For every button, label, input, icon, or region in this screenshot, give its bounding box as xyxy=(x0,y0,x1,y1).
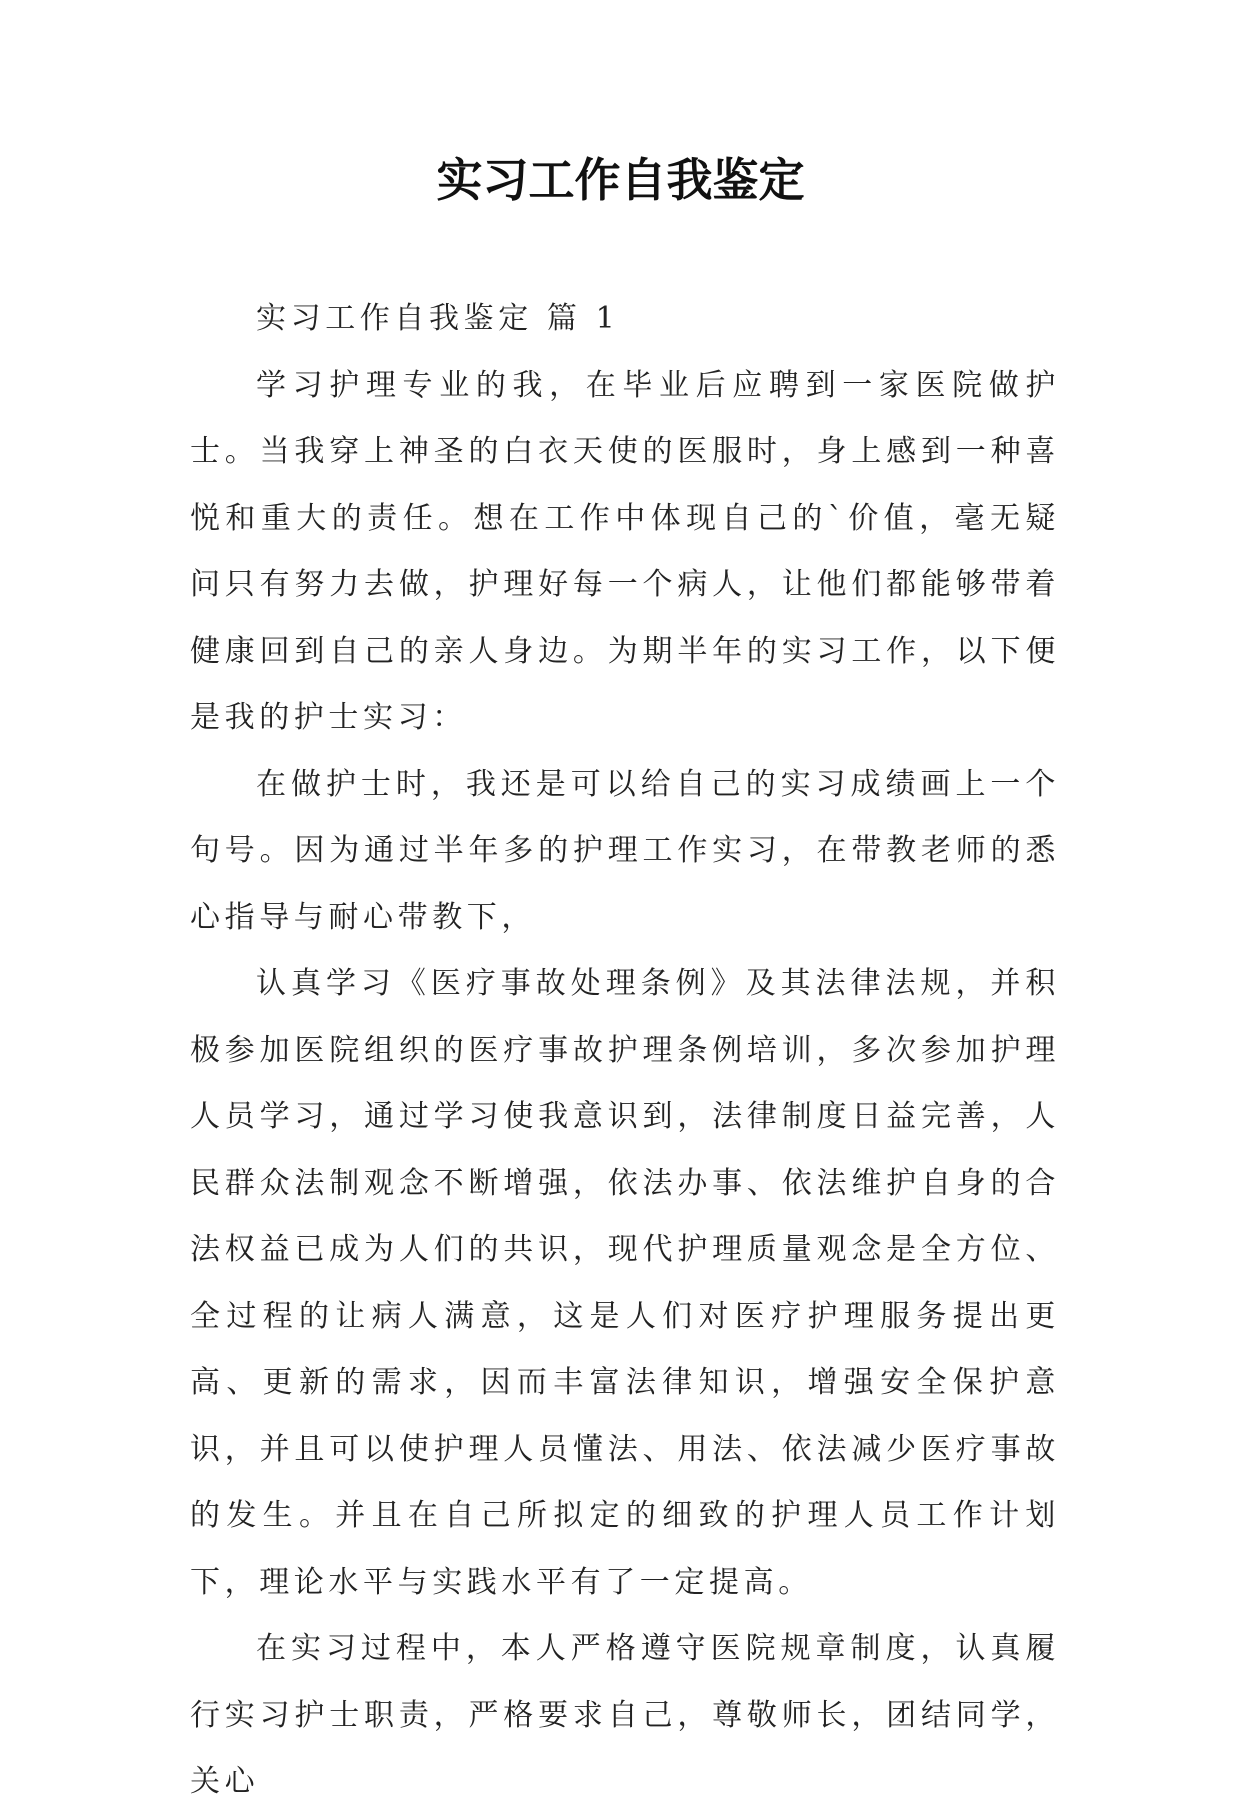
paragraph-2: 在做护士时，我还是可以给自己的实习成绩画上一个句号。因为通过半年多的护理工作实习，在带教老师的悉心指导与耐心带教下， xyxy=(190,766,1060,935)
document-body xyxy=(190,286,1060,1816)
paragraph-3: 认真学习《医疗事故处理条例》及其法律法规，并积极参加医院组织的医疗事故护理条例培训，多次参加护理人员学习，通过学习使我意识到，法律制度日益完善，人民群众法制观念不断增强，依法办事、依法维护自身的合法权益已成为人们的共识，现代护理质量观念是全方位、全过程的让病人满意，这是人们对医疗护理服务提出更高、更新的需求，因而丰富法律知识，增强安全保护意识，并且可以使护理人员懂法、用法、依法减少医疗事故的发生。并且在自己所拟定的细致的护理人员工作计划下，理论水平与实践水平有了一定提高。 xyxy=(190,966,1060,1600)
paragraph-4: 在实习过程中，本人严格遵守医院规章制度，认真履行实习护士职责，严格要求自己，尊敬师长，团结同学，关心 xyxy=(190,1631,1060,1799)
document-title: 实习工作自我鉴定 xyxy=(436,153,805,207)
paragraph-1: 学习护理专业的我，在毕业后应聘到一家医院做护士。当我穿上神圣的白衣天使的医服时，身上感到一种喜悦和重大的责任。想在工作中体现自己的`价值，毫无疑问只有努力去做，护理好每一个病人，让他们都能够带着健康回到自己的亲人身边。为期半年的实习工作，以下便是我的护士实习： xyxy=(190,367,1060,735)
section-heading: 实习工作自我鉴定 篇 1 xyxy=(256,301,620,336)
